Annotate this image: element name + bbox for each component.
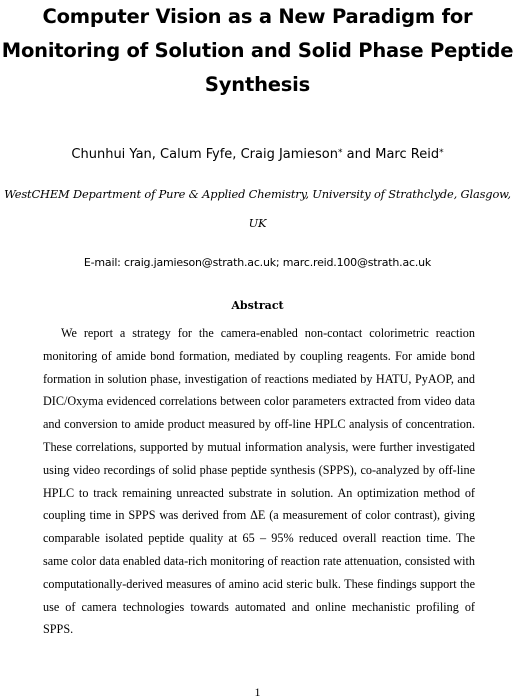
author-list [0,146,515,164]
corresponding-author-mark: * [439,148,444,158]
author-separator: , [232,147,241,162]
abstract-heading: Abstract [231,299,284,312]
corresponding-author-mark: * [338,148,343,158]
author-name: Chunhui Yan [71,147,152,162]
author-name: Craig Jamieson [240,147,338,162]
author-name: Marc Reid [375,147,440,162]
page-number: 1 [254,685,261,699]
author-separator: , [151,147,161,162]
author-separator: and [342,147,376,162]
author-name: Calum Fyfe [160,147,233,162]
paper-title: Computer Vision as a New Paradigm for Monitoring of Solution and Solid Phase Peptide Synthesis [1,5,514,96]
contact-email: E-mail: craig.jamieson@strath.ac.uk; marc.reid.100@strath.ac.uk [83,256,432,269]
author-affiliation: WestCHEM Department of Pure & Applied Chemistry, University of Strathclyde, Glasgow, UK [4,187,511,230]
abstract-text: We report a strategy for the camera-enabled non-contact colorimetric reaction monitoring of amide bond formation, mediated by coupling reagents. For amide bond formation in solution phase, investigation of reactions mediated by HATU, PyAOP, and DIC/Oxyma evidenced correlations between color parameters extracted from video data and conversion to amide product measured by off-line HPLC analysis of concentration. These correlations, supported by mutual information analysis, were further investigated using video recordings of solid phase peptide synthesis (SPPS), co-analyzed by off-line HPLC to track remaining unreacted substrate in solution. An optimization method of coupling time in SPPS was derived from ΔE (a measurement of color contrast), giving comparable isolated peptide quality at 65 – 95% reduced overall reaction time. The same color data enabled data-rich monitoring of reaction rate attenuation, consisted with computationally-derived measures of amino acid steric bulk. These findings support the use of camera technologies towards automated and online mechanistic profiling of SPPS. [43,326,475,637]
